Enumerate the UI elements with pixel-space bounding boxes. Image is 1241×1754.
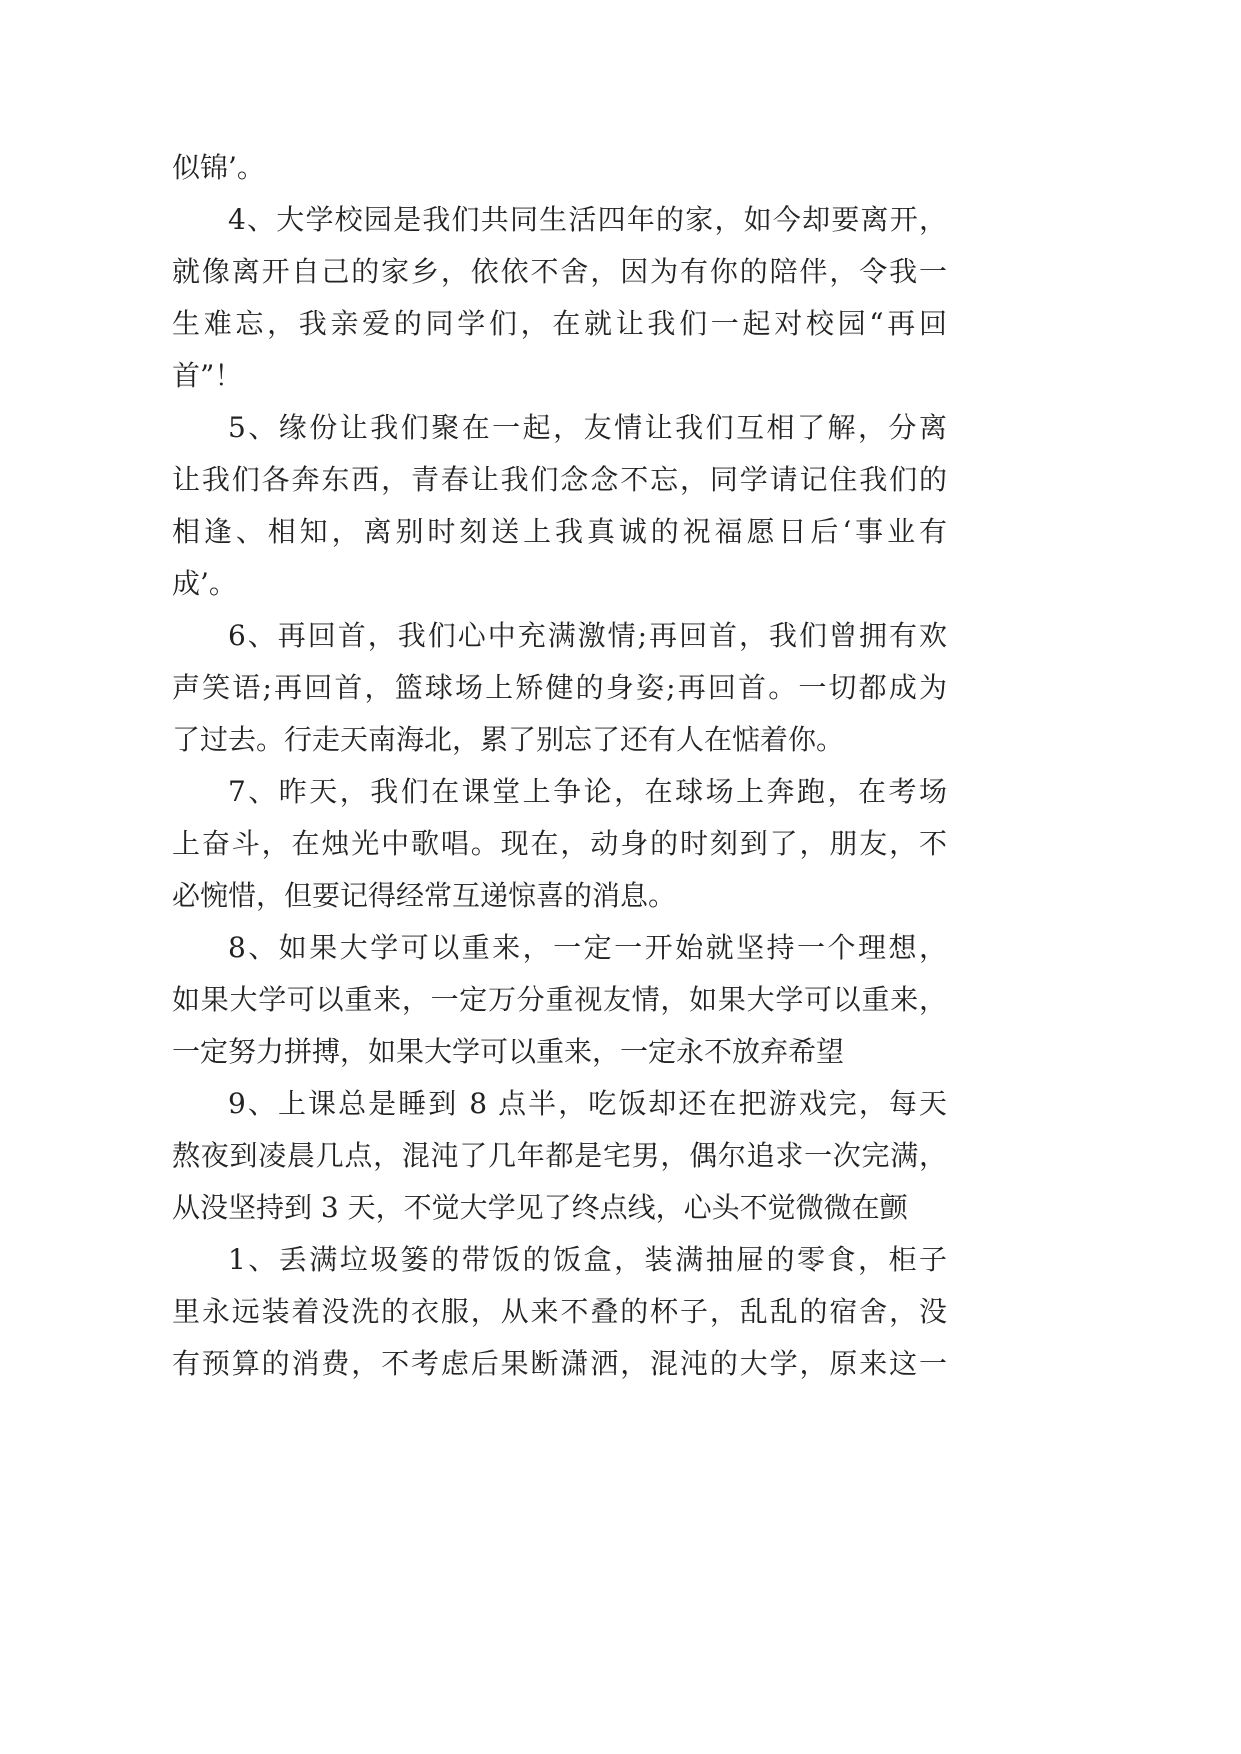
text-line: 9、上课总是睡到 8 点半，吃饭却还在把游戏完，每天 [228, 1087, 947, 1120]
text-line: 似锦’。 [172, 151, 265, 184]
text-line: 7、昨天，我们在课堂上争论，在球场上奔跑，在考场 [228, 775, 947, 808]
text-line: 有预算的消费，不考虑后果断潇洒，混沌的大学，原来这一 [172, 1347, 947, 1380]
text-line: 声笑语;再回首，篮球场上矫健的身姿;再回首。一切都成为 [172, 671, 947, 704]
text-line: 8、如果大学可以重来，一定一开始就坚持一个理想， [228, 931, 947, 964]
text-line: 成’。 [172, 567, 237, 600]
text-line: 6、再回首，我们心中充满激情;再回首，我们曾拥有欢 [228, 619, 947, 652]
text-line: 一定努力拼搏，如果大学可以重来，一定永不放弃希望 [172, 1035, 845, 1068]
text-line: 上奋斗，在烛光中歌唱。现在，动身的时刻到了，朋友，不 [172, 827, 947, 860]
text-line: 生难忘，我亲爱的同学们，在就让我们一起对校园“再回 [172, 307, 947, 340]
paragraph [172, 766, 947, 922]
text-line: 4、大学校园是我们共同生活四年的家，如今却要离开， [228, 203, 947, 236]
text-line: 从没坚持到 3 天，不觉大学见了终点线，心头不觉微微在颤 [172, 1191, 908, 1224]
text-line: 就像离开自己的家乡，依依不舍，因为有你的陪伴，令我一 [172, 255, 947, 288]
text-line: 里永远装着没洗的衣服，从来不叠的杯子，乱乱的宿舍，没 [172, 1295, 947, 1328]
paragraph [172, 402, 947, 610]
text-line: 让我们各奔东西，青春让我们念念不忘，同学请记住我们的 [172, 463, 947, 496]
paragraph [172, 922, 947, 1078]
paragraph [172, 142, 947, 194]
text-line: 5、缘份让我们聚在一起，友情让我们互相了解，分离 [228, 411, 947, 444]
text-line: 1、丢满垃圾篓的带饭的饭盒，装满抽屉的零食，柜子 [228, 1243, 947, 1276]
text-line: 如果大学可以重来，一定万分重视友情，如果大学可以重来， [172, 983, 947, 1016]
text-line: 熬夜到凌晨几点，混沌了几年都是宅男，偶尔追求一次完满， [172, 1139, 947, 1172]
paragraph [172, 1234, 947, 1390]
text-line: 了过去。行走天南海北，累了别忘了还有人在惦着你。 [172, 723, 845, 756]
paragraph [172, 610, 947, 766]
paragraph [172, 194, 947, 402]
paragraph [172, 1078, 947, 1234]
text-line: 相逢、相知，离别时刻送上我真诚的祝福愿日后‘事业有 [172, 515, 947, 548]
text-line: 必惋惜，但要记得经常互递惊喜的消息。 [172, 879, 677, 912]
document-body [172, 142, 947, 1390]
text-line: 首”！ [172, 359, 243, 392]
